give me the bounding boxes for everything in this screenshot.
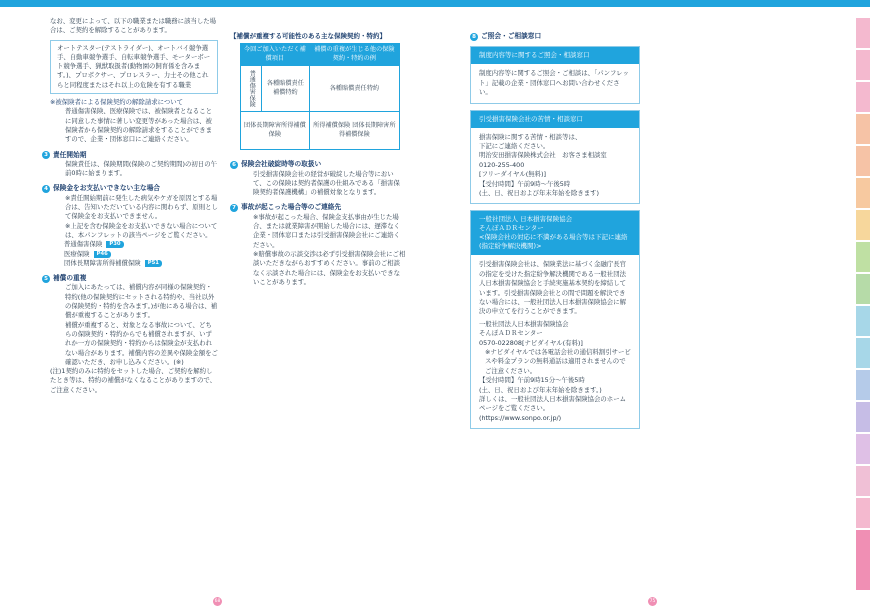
section-5-note: (注)1契約のみに特約をセットした場合、ご契約を解約したとき等は、特約の補償がなくなることがありますので、ご注意ください。 xyxy=(50,367,217,394)
section-6-title: 保険会社破綻時等の取扱い xyxy=(241,160,322,169)
section-number-badge: 5 xyxy=(42,275,50,283)
page-number-left: 68 xyxy=(214,599,221,604)
section-4-heading xyxy=(42,184,218,193)
overlap-table-title: 【補償が重複する可能性のある主な保険契約・特約】 xyxy=(230,32,386,40)
page-ref-tag: P46 xyxy=(94,251,111,258)
index-tab[interactable] xyxy=(856,498,870,528)
top-accent-bar xyxy=(0,0,870,7)
termination-note-body: 普通傷害保険、医療保険では、被保険者となることに同意した事情に著しい変更等があった場合は、被保険者から保険契約の解除請求をすることができますので、企業・団体窓口にご連絡ください。 xyxy=(65,107,212,144)
section-5-title: 補償の重複 xyxy=(53,274,87,283)
occupation-list: オートテスター(テストライダー)、オートバイ競争選手、自動車競争選手、自転車競争選手、モーターボート競争選手、猟獣取扱者(動物園の飼育係を含みます。)、プロボクサー、プロレスラー、力士その他これらと同程度またはそれ以上の危険を有する職業 xyxy=(57,43,211,89)
index-tab[interactable] xyxy=(856,466,870,496)
panel-header: 制度内容等に関するご照会・相談窓口 xyxy=(471,47,639,64)
index-tab[interactable] xyxy=(856,82,870,112)
page-ref-tag: P30 xyxy=(106,241,123,248)
section-5-body-1: ご加入にあたっては、補償内容が同様の保険契約・特約(他の保険契約にセットされる特約や、当社以外の保険契約・特約を含みます。)が他にある場合は、補償が重複することがあります。 xyxy=(65,283,218,320)
index-tab[interactable] xyxy=(856,274,870,304)
panel-body xyxy=(471,255,639,428)
index-tab[interactable] xyxy=(856,18,870,48)
section-number-badge: 6 xyxy=(230,161,238,169)
panel-header-line: <保険会社の対応に不満がある場合等は下記に連絡(指定紛争解決機関)> xyxy=(479,233,628,251)
panel-line: [フリーダイヤル(無料)] xyxy=(479,170,547,179)
section-8-title: ご照会・ご相談窓口 xyxy=(481,32,542,40)
reference-label: 普通傷害保険 xyxy=(64,240,103,249)
section-7-heading xyxy=(230,203,406,212)
table-cell: 所得補償保険 団体長期障害所得補償保険 xyxy=(309,112,399,150)
table-header-coverage: 今回ご加入いただく補償項目 xyxy=(241,44,310,66)
table-cell: 各種賠償責任特約 xyxy=(309,66,399,112)
panel-line: 一般社団法人日本損害保険協会 xyxy=(479,319,569,328)
section-number-badge: 7 xyxy=(230,204,238,212)
table-row xyxy=(241,66,400,112)
page-reference[interactable] xyxy=(64,240,218,249)
row-group-label: 普通傷害保険 xyxy=(241,66,262,112)
hours-line: 【受付時間】午前9時15分〜午後5時 xyxy=(479,376,585,385)
index-tab[interactable] xyxy=(856,306,870,336)
section-3-heading xyxy=(42,151,218,160)
panel-body: 制度内容等に関するご照会・ご相談は、「パンフレット」記載の企業・団体窓口へお問い合わせください。 xyxy=(479,69,629,97)
middle-column xyxy=(230,32,406,287)
left-column xyxy=(42,17,218,395)
index-tab[interactable] xyxy=(856,178,870,208)
section-7-title: 事故が起こった場合等のご連絡先 xyxy=(241,203,342,212)
panel-line: そんぽＡＤＲセンター xyxy=(479,329,543,338)
panel-header-line: 一般社団法人 日本損害保険協会 xyxy=(479,215,573,224)
section-5-body-2: 補償が重複すると、対象となる事故について、どちらの保険契約・特約からでも補償されますが、いずれか一方の保険契約・特約からは保険金が支払われない場合があります。補償内容の差異や保険金額をご確認いただき、お申し込みください。(※) xyxy=(65,320,218,366)
overlap-table xyxy=(240,43,400,150)
table-cell: 団体長期障害所得補償保険 xyxy=(241,112,310,150)
panel-line: 詳しくは、一般社団法人日本損害保険協会のホームページをご覧ください。 xyxy=(479,395,626,413)
section-3-title: 責任開始期 xyxy=(53,150,87,159)
table-header-overlap: 補償の重複が生じる他の保険契約・特約の例 xyxy=(309,44,399,66)
section-number-badge: 4 xyxy=(42,185,50,193)
section-number-badge: 3 xyxy=(42,151,50,159)
index-tab[interactable] xyxy=(856,50,870,80)
panel-note: ※ナビダイヤルでは各電話会社の通信料割引サービスや料金プランの無料通話は適用されませんのでご注意ください。 xyxy=(485,348,631,375)
index-tab[interactable] xyxy=(856,338,870,368)
table-row xyxy=(241,112,400,150)
panel-header: 引受損害保険会社の苦情・相談窓口 xyxy=(471,111,639,128)
hours-line: 【受付時間】午前9時〜午後5時 xyxy=(479,179,571,188)
section-6-heading xyxy=(230,160,406,169)
section-3-body: 保険責任は、保険期間(保険のご契約期間)の初日の午前0時に始まります。 xyxy=(65,159,217,178)
adr-panel xyxy=(470,210,640,429)
reference-label: 団体長期障害所得補償保険 xyxy=(64,258,141,267)
intro-text: なお、変更によって、以下の職業または職務に該当した場合は、ご契約を解除することがあります。 xyxy=(50,17,217,35)
panel-header-line: そんぽＡＤＲセンター xyxy=(479,224,544,233)
page-reference[interactable] xyxy=(64,259,218,268)
section-number-badge: 8 xyxy=(470,33,478,41)
panel-line: (土、日、祝日および年末年始を除きます) xyxy=(479,188,600,197)
phone-number[interactable]: 0120-255-400 xyxy=(479,160,525,169)
reference-label: 医療保険 xyxy=(64,249,90,258)
index-tab[interactable] xyxy=(856,434,870,464)
index-tab[interactable] xyxy=(856,370,870,400)
right-column xyxy=(470,32,640,435)
index-tab[interactable] xyxy=(856,146,870,176)
panel-line: 損害保険に関する苦情・相談等は、 xyxy=(479,132,582,141)
website-link[interactable]: (https://www.sonpo.or.jp/) xyxy=(479,413,562,422)
index-tab[interactable] xyxy=(856,402,870,432)
complaint-panel xyxy=(470,110,640,205)
section-6-body: 引受損害保険会社の経営が破綻した場合等において、この保険は契約者保護の仕組みである「損害保険契約者保護機構」の補償対象となります。 xyxy=(253,169,400,197)
termination-note-title: ※被保険者による保険契約の解除請求について xyxy=(50,98,184,107)
phone-number[interactable]: 0570-022808[ナビダイヤル(有料)] xyxy=(479,338,583,347)
section-7-body-2: ※賠償事故の示談交渉は必ず引受損害保険会社にご相談いただきながらおすすめください。事前のご相談なく示談された場合には、保険金をお支払いできないことがあります。 xyxy=(253,249,406,286)
section-7-body-1: ※事故が起こった場合、保険金支払事由が生じた場合、または就業障害が開始した場合には、遅滞なく企業・団体窓口または引受損害保険会社にご連絡ください。 xyxy=(253,212,400,249)
index-tab-active[interactable] xyxy=(856,530,870,590)
page-reference[interactable] xyxy=(64,250,218,259)
panel-line: 下記にご連絡ください。 xyxy=(479,141,550,150)
index-tab[interactable] xyxy=(856,210,870,240)
panel-paragraph: 引受損害保険会社は、保険業法に基づく金融庁長官の指定を受けた指定紛争解決機関である一般社団法人日本損害保険協会と手続実施基本契約を締結しています。引受損害保険会社との間で問題を解決できない場合には、一般社団法人日本損害保険協会に解決の申立てを行うことができます。 xyxy=(479,260,626,316)
section-8-heading xyxy=(470,32,640,41)
panel-header xyxy=(471,211,639,255)
table-cell: 各種賠償責任補償特約 xyxy=(262,66,310,112)
occupation-list-box xyxy=(50,40,218,94)
panel-body xyxy=(471,128,639,204)
index-tab[interactable] xyxy=(856,114,870,144)
page-number-right: 75 xyxy=(649,599,656,604)
section-4-body-1: ※責任開始期前に発生した病気やケガを原因とする場合は、告知いただいている内容に関わらず、原則として保険金をお支払いできません。 xyxy=(65,193,218,221)
index-tab[interactable] xyxy=(856,242,870,272)
inquiry-panel xyxy=(470,46,640,103)
company-name: 明治安田損害保険株式会社 お客さま相談室 xyxy=(479,151,607,160)
page-reference-list xyxy=(42,240,218,268)
section-4-body-2: ※上記を含む保険金をお支払いできない場合については、本パンフレットの該当ページをご覧ください。 xyxy=(65,221,218,239)
section-4-title: 保険金をお支払いできない主な場合 xyxy=(53,184,160,193)
page-ref-tag: P51 xyxy=(145,260,162,267)
panel-line: (土、日、祝日および年末年始を除きます。) xyxy=(479,385,602,394)
